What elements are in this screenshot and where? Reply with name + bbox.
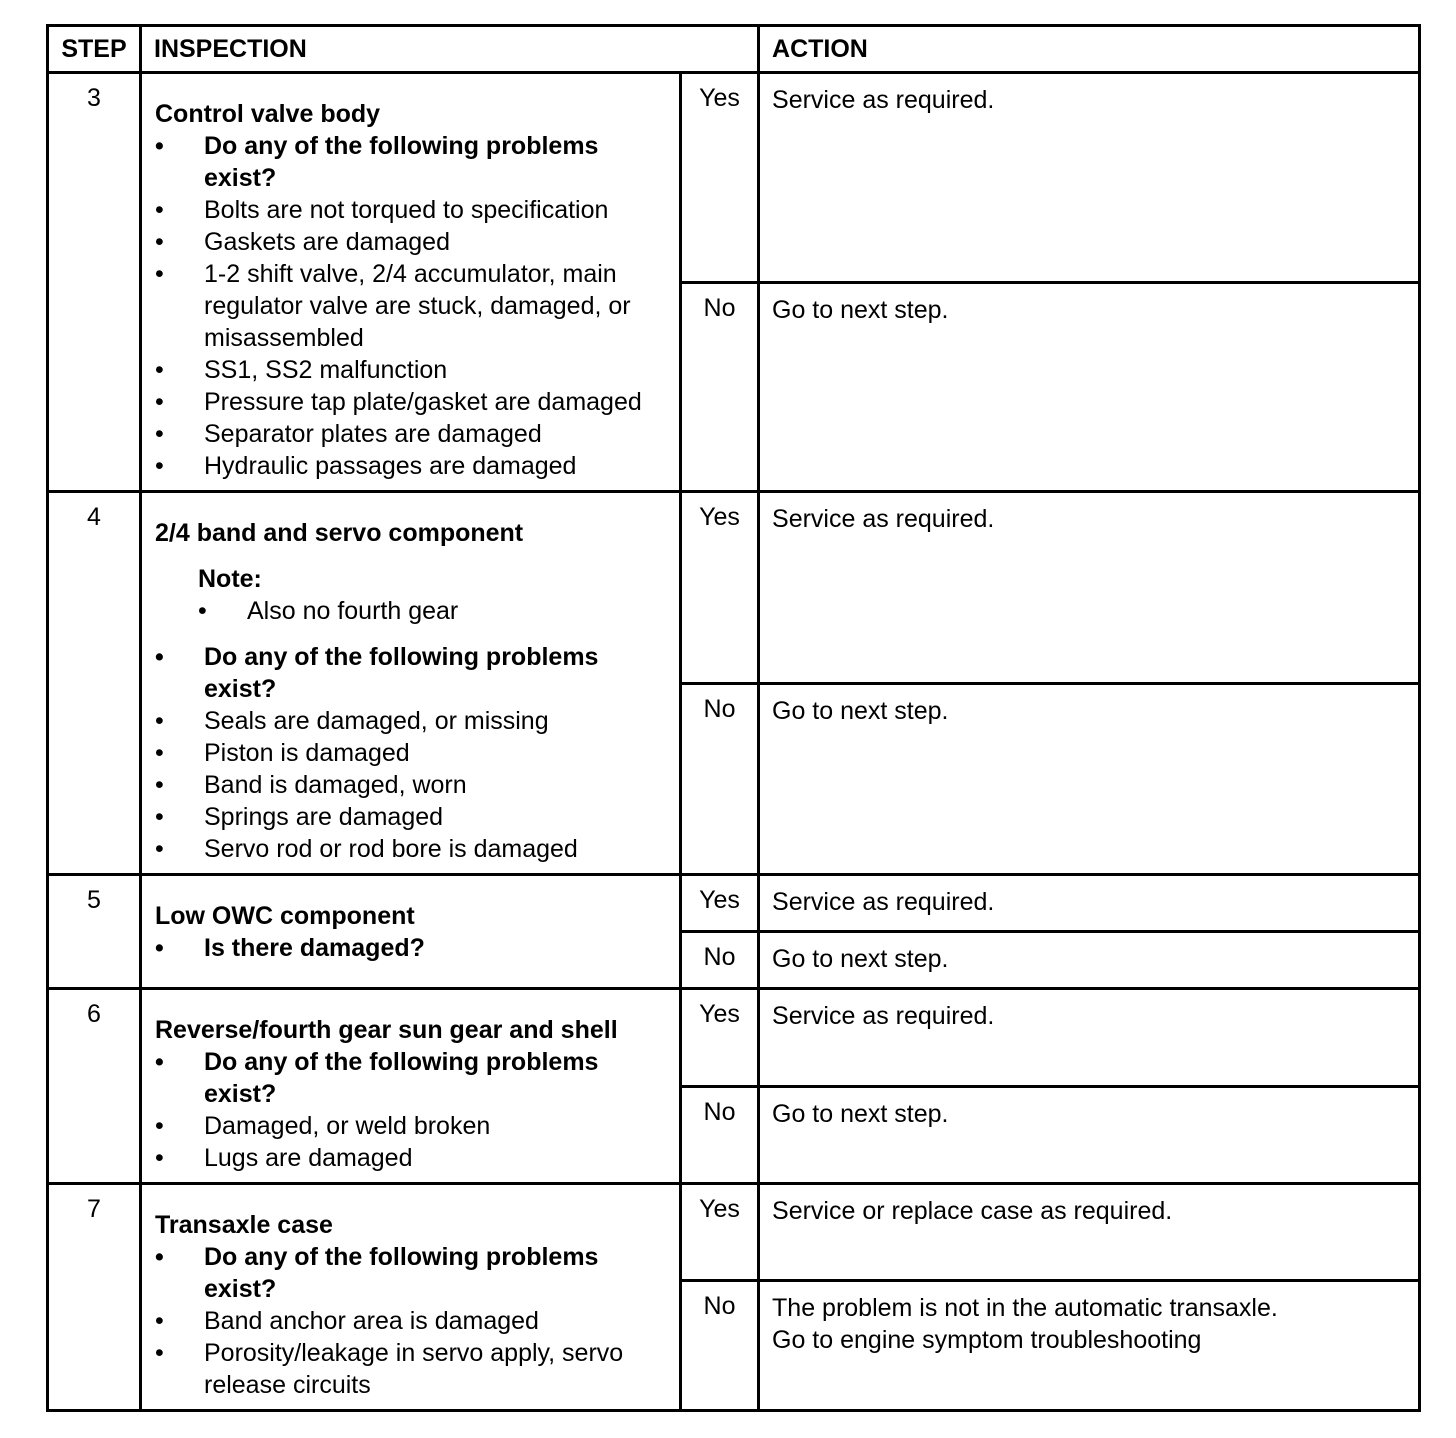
no-action-cell	[759, 1280, 1420, 1410]
no-label: No	[681, 1086, 759, 1184]
list-item: • Band anchor area is damaged	[155, 1305, 671, 1337]
list-item: • Separator plates are damaged	[155, 418, 671, 450]
inspection-list	[155, 130, 671, 482]
inspection-title: Low OWC component	[155, 902, 415, 930]
inspection-list	[155, 641, 671, 865]
table-row	[48, 492, 1420, 684]
list-item: • Piston is damaged	[155, 737, 671, 769]
list-item: • Seals are damaged, or missing	[155, 705, 671, 737]
list-item: • Do any of the following problems exist?	[155, 1241, 671, 1305]
inspection-list	[155, 1046, 671, 1174]
header-inspection: INSPECTION	[141, 26, 759, 73]
list-item: • Do any of the following problems exist?	[155, 130, 671, 194]
list-item: • Springs are damaged	[155, 801, 671, 833]
list-item: • Is there damaged?	[155, 932, 671, 964]
no-label: No	[681, 683, 759, 875]
list-item: • Bolts are not torqued to specification	[155, 194, 671, 226]
list-item: • Damaged, or weld broken	[155, 1110, 671, 1142]
step-number: 5	[48, 875, 141, 989]
inspection-title: 2/4 band and servo component	[155, 519, 524, 547]
list-item: • Also no fourth gear	[198, 595, 671, 627]
list-item: • Hydraulic passages are damaged	[155, 450, 671, 482]
note-title: Note:	[198, 565, 262, 593]
inspection-cell	[141, 73, 681, 492]
inspection-cell	[141, 989, 681, 1184]
step-number: 7	[48, 1184, 141, 1411]
yes-action: Service as required.	[759, 875, 1420, 932]
step-number: 4	[48, 492, 141, 875]
no-label: No	[681, 282, 759, 492]
inspection-title: Control valve body	[155, 100, 381, 128]
step-number: 6	[48, 989, 141, 1184]
inspection-list	[155, 1241, 671, 1401]
inspection-cell	[141, 492, 681, 875]
no-action: Go to next step.	[759, 1086, 1420, 1184]
no-label: No	[681, 932, 759, 989]
list-item: • Porosity/leakage in servo apply, servo release circuits	[155, 1337, 671, 1401]
yes-action: Service as required.	[759, 492, 1420, 684]
no-action: The problem is not in the automatic transaxle.	[772, 1293, 1278, 1322]
list-item: • Do any of the following problems exist?	[155, 1046, 671, 1110]
header-row	[48, 26, 1420, 73]
no-label: No	[681, 1280, 759, 1410]
yes-label: Yes	[681, 875, 759, 932]
note-list	[198, 595, 671, 627]
no-action: Go to next step.	[759, 683, 1420, 875]
table-row	[48, 73, 1420, 283]
yes-label: Yes	[681, 73, 759, 283]
diagnostic-table	[46, 24, 1421, 1412]
table-row	[48, 989, 1420, 1087]
inspection-title: Reverse/fourth gear sun gear and shell	[155, 1016, 618, 1044]
table-row	[48, 875, 1420, 932]
table-row	[48, 1184, 1420, 1281]
list-item: • Band is damaged, worn	[155, 769, 671, 801]
list-item: • Gaskets are damaged	[155, 226, 671, 258]
no-action-line-2: Go to engine symptom troubleshooting	[772, 1325, 1202, 1354]
list-item: • Lugs are damaged	[155, 1142, 671, 1174]
yes-label: Yes	[681, 492, 759, 684]
no-action: Go to next step.	[759, 932, 1420, 989]
step-number: 3	[48, 73, 141, 492]
list-item: • Pressure tap plate/gasket are damaged	[155, 386, 671, 418]
inspection-cell	[141, 1184, 681, 1411]
note-block	[198, 563, 671, 627]
yes-action: Service as required.	[759, 73, 1420, 283]
list-item: • 1-2 shift valve, 2/4 accumulator, main regulator valve are stuck, damaged, or misassembled	[155, 258, 671, 354]
header-action: ACTION	[759, 26, 1420, 73]
yes-label: Yes	[681, 989, 759, 1087]
inspection-list	[155, 932, 671, 964]
header-step: STEP	[48, 26, 141, 73]
no-action: Go to next step.	[759, 282, 1420, 492]
inspection-title: Transaxle case	[155, 1211, 333, 1239]
list-item: • Servo rod or rod bore is damaged	[155, 833, 671, 865]
inspection-cell	[141, 875, 681, 989]
yes-action: Service or replace case as required.	[759, 1184, 1420, 1281]
list-item: • Do any of the following problems exist?	[155, 641, 671, 705]
yes-label: Yes	[681, 1184, 759, 1281]
yes-action: Service as required.	[759, 989, 1420, 1087]
list-item: • SS1, SS2 malfunction	[155, 354, 671, 386]
